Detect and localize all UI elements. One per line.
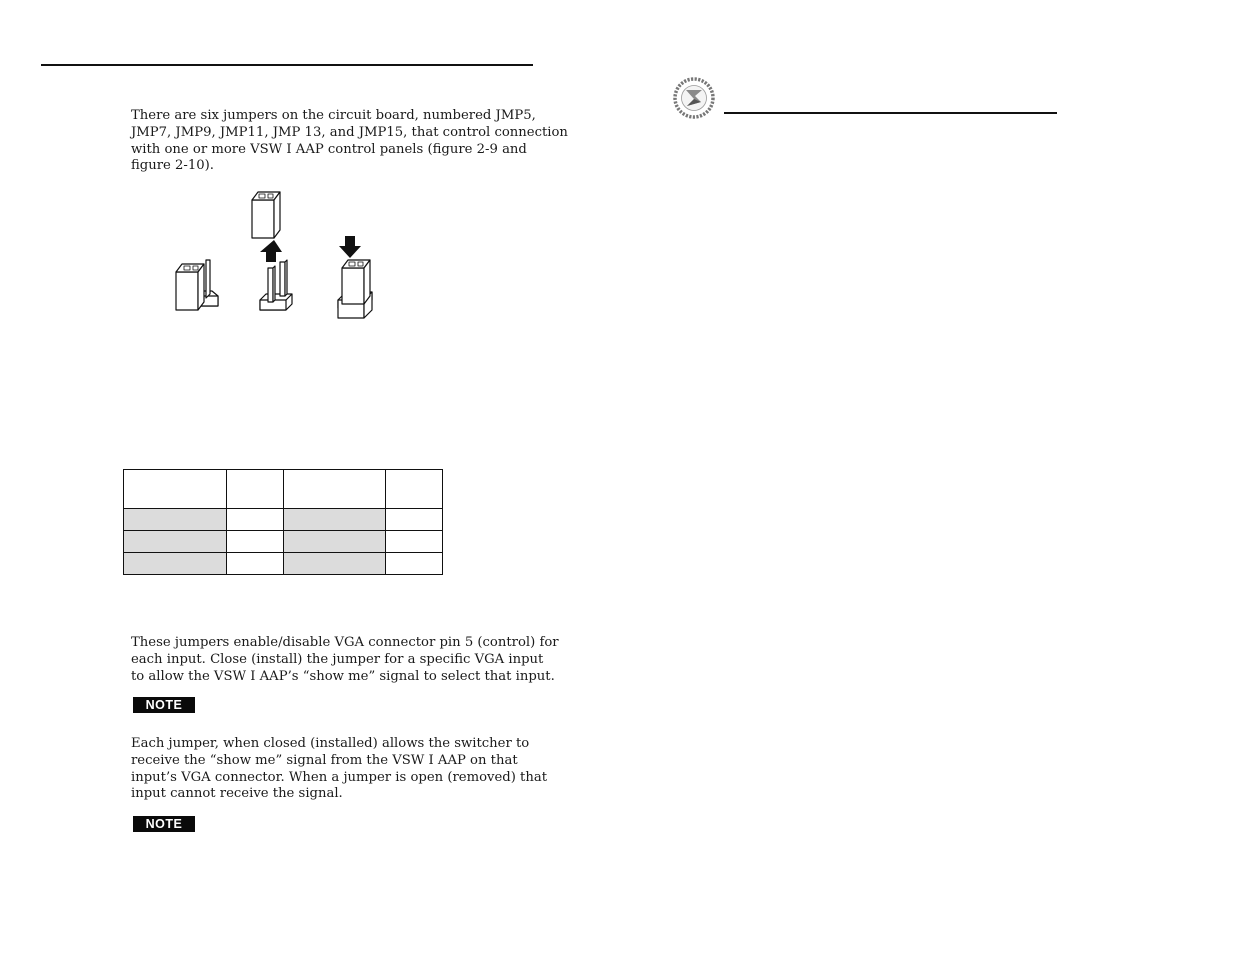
body-line: Each jumper, when closed (installed) allows the switcher to <box>131 736 530 751</box>
body-line: input cannot receive the signal. <box>131 786 343 802</box>
arrow-up-icon <box>260 240 282 262</box>
header-rule-left <box>41 64 533 66</box>
table-header-row <box>124 470 443 509</box>
table-cell-value <box>386 509 443 531</box>
jumper-diagram <box>168 182 383 324</box>
table-cell-value <box>386 531 443 553</box>
service-seal-icon <box>672 76 716 120</box>
intro-line: figure 2-10). <box>131 158 214 174</box>
table-cell-label <box>284 553 386 575</box>
jumper-paragraph <box>131 736 548 803</box>
arrow-down-icon <box>339 236 361 258</box>
table-cell-value <box>386 553 443 575</box>
jumper-removed-icon <box>260 260 292 310</box>
body-line: to allow the VSW I AAP’s “show me” signal to select that input. <box>131 668 555 684</box>
jumper-installed-icon <box>176 260 218 310</box>
table-header-cell <box>284 470 386 509</box>
table-header-cell <box>386 470 443 509</box>
note-badge: NOTE <box>133 697 195 713</box>
table-cell-value <box>227 553 284 575</box>
table-cell-value <box>227 509 284 531</box>
jumper-table <box>123 469 443 575</box>
table-row <box>124 531 443 553</box>
body-line: each input. Close (install) the jumper for a specific VGA input <box>131 651 544 667</box>
table-cell-label <box>284 531 386 553</box>
body-line: input’s VGA connector. When a jumper is open (removed) that <box>131 769 548 785</box>
body-line: These jumpers enable/disable VGA connector pin 5 (control) for <box>131 635 559 650</box>
table-cell-value <box>227 531 284 553</box>
intro-line: JMP7, JMP9, JMP11, JMP 13, and JMP15, that control connection <box>131 124 568 140</box>
note-badge: NOTE <box>133 816 195 832</box>
table-cell-label <box>124 509 227 531</box>
intro-line: with one or more VSW I AAP control panels (figure 2-9 and <box>131 141 527 157</box>
pin5-paragraph <box>131 635 559 685</box>
intro-line: There are six jumpers on the circuit board, numbered JMP5, <box>131 108 536 123</box>
table-header-cell <box>124 470 227 509</box>
table-cell-label <box>124 531 227 553</box>
intro-paragraph <box>131 108 568 175</box>
jumper-install-arrow-icon <box>338 260 372 318</box>
table-header-cell <box>227 470 284 509</box>
table-cell-label <box>124 553 227 575</box>
table-row <box>124 553 443 575</box>
body-line: receive the “show me” signal from the VSW I AAP on that <box>131 752 518 768</box>
table-row <box>124 509 443 531</box>
table-cell-label <box>284 509 386 531</box>
header-rule-right <box>724 112 1057 114</box>
